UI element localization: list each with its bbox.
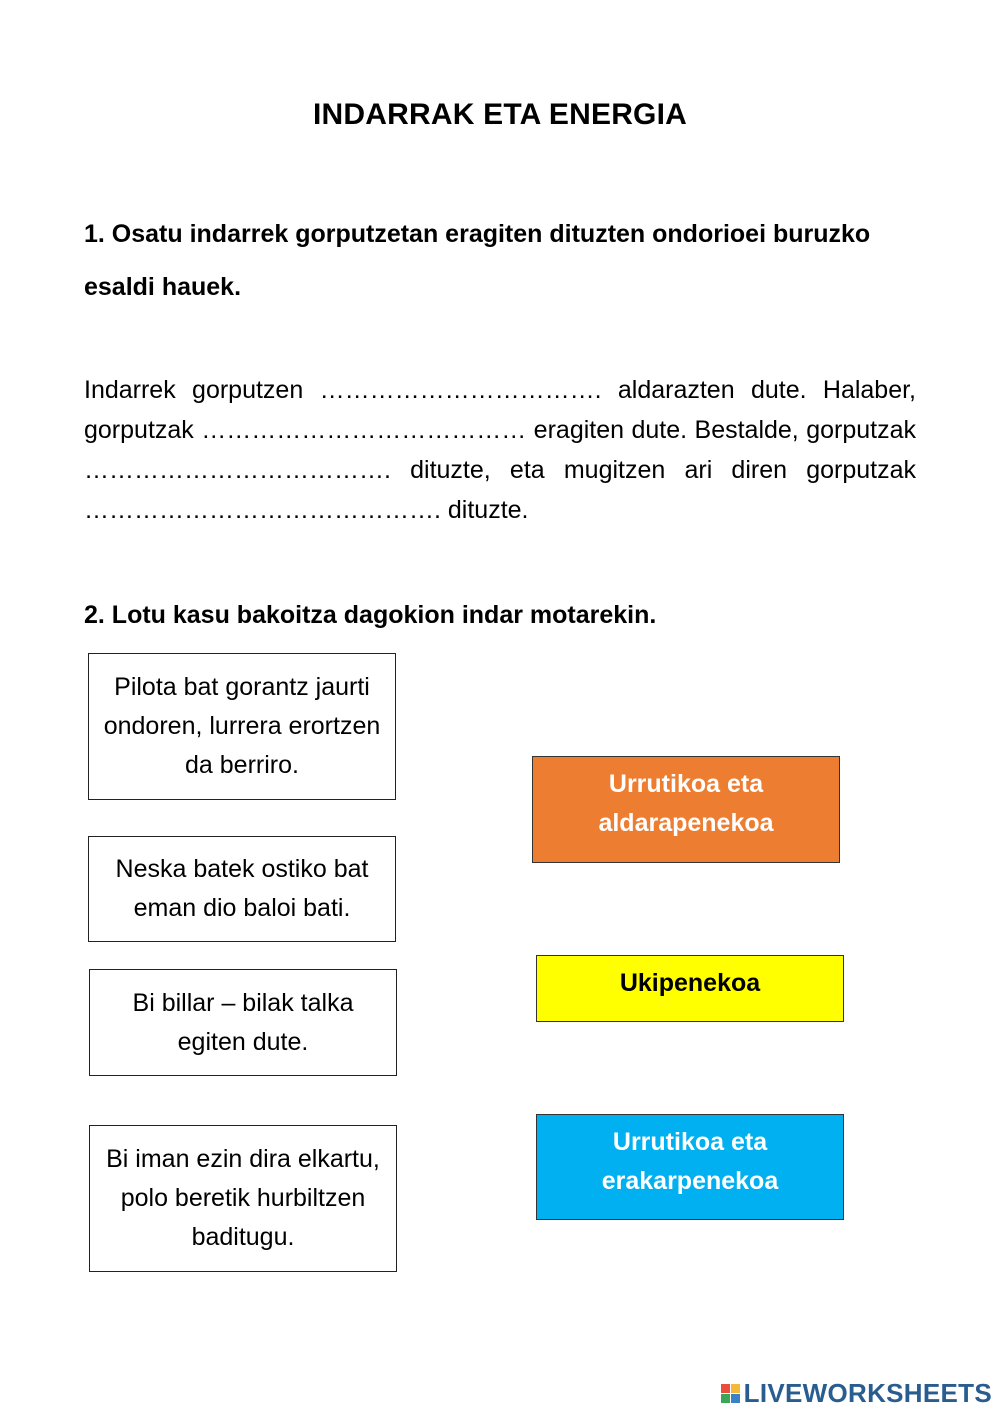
case-box-1[interactable]: Pilota bat gorantz jaurti ondoren, lurrera erortzen da berriro. bbox=[88, 653, 396, 800]
case-box-4[interactable]: Bi iman ezin dira elkartu, polo beretik hurbiltzen baditugu. bbox=[89, 1125, 397, 1272]
question-1-heading: 1. Osatu indarrek gorputzetan eragiten dituzten ondorioei buruzko esaldi hauek. bbox=[84, 220, 871, 301]
page-title: INDARRAK ETA ENERGIA bbox=[312, 98, 687, 131]
logo-text: LIVEWORKSHEETS bbox=[743, 1378, 992, 1408]
force-box-distant-attractive[interactable]: Urrutikoa eta erakarpenekoa bbox=[536, 1114, 844, 1220]
question-1-paragraph: Indarrek gorputzen ……………………………. aldarazten dute. Halaber, gorputzak ………………………………… eragiten dute. Bestalde, gorputzak ………………………………. dituzte, eta mugitzen ari diren gorputzak ……………………………………. dituzte. bbox=[84, 376, 916, 524]
question-2-heading: 2. Lotu kasu bakoitza dagokion indar motarekin. bbox=[84, 601, 657, 629]
case-box-3[interactable]: Bi billar – bilak talka egiten dute. bbox=[89, 969, 397, 1076]
force-box-contact[interactable]: Ukipenekoa bbox=[536, 955, 844, 1022]
liveworksheets-logo[interactable] bbox=[721, 1378, 992, 1409]
case-box-2[interactable]: Neska batek ostiko bat eman dio baloi bati. bbox=[88, 836, 396, 942]
force-box-distant-repulsive[interactable]: Urrutikoa eta aldarapenekoa bbox=[532, 756, 840, 863]
liveworksheets-logo-icon bbox=[721, 1384, 740, 1403]
